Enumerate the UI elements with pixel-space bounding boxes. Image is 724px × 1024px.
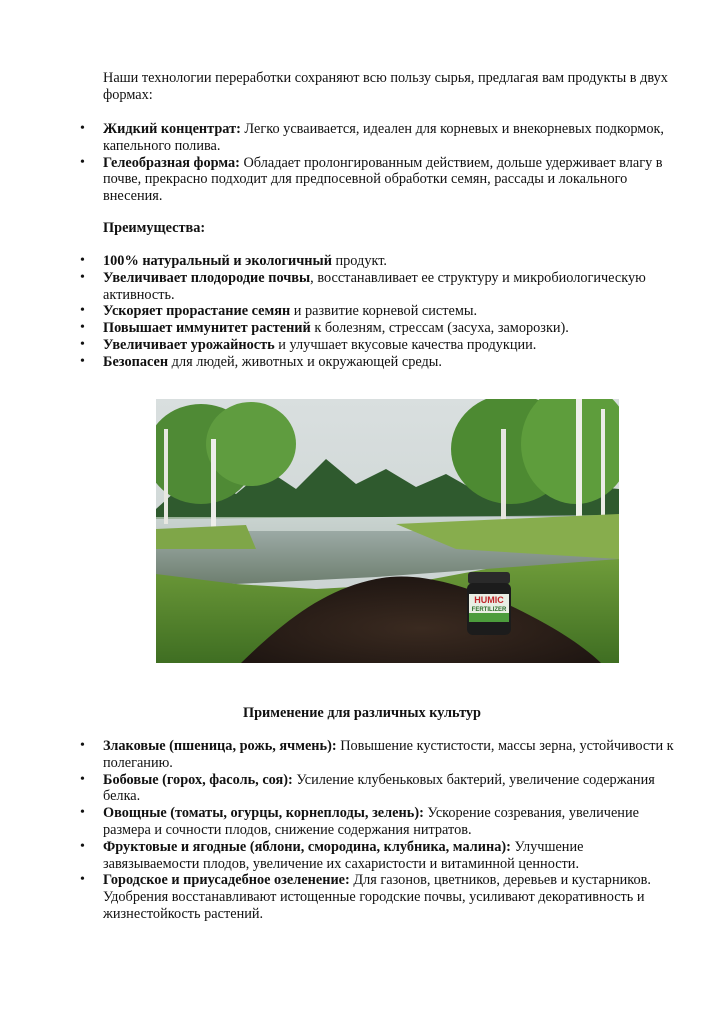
bullet-icon: • <box>80 269 85 285</box>
list-item <box>0 354 677 371</box>
item-bold: 100% натуральный и экологичный <box>103 253 332 269</box>
item-bold: Жидкий концентрат: <box>103 121 241 137</box>
list-item <box>0 303 677 320</box>
item-text: Легко усваивается, идеален для корневых и внекорневых подкормок, капельного полива. <box>103 121 664 154</box>
crops-list <box>0 738 724 923</box>
bullet-icon: • <box>80 738 85 753</box>
bullet-icon: • <box>80 303 85 319</box>
item-text: Улучшение завязываемости плодов, увеличение их сахаристости и витаминной ценности. <box>103 838 584 872</box>
intro-paragraph: Наши технологии переработки сохраняют всю пользу сырья, предлагая вам продукты в двух формах: <box>103 70 668 103</box>
item-text: Усиление клубеньковых бактерий, увеличение содержания белка. <box>103 771 655 805</box>
bullet-icon: • <box>80 253 85 268</box>
item-bold: Увеличивает плодородие почвы <box>103 269 311 286</box>
bullet-icon: • <box>80 154 85 170</box>
application-heading: Применение для различных культур <box>242 705 482 721</box>
bullet-icon: • <box>80 121 85 136</box>
photo-illustration <box>156 399 619 663</box>
bullet-icon: • <box>80 353 85 369</box>
item-bold: Злаковые (пшеница, рожь, ячмень): <box>103 738 337 754</box>
list-item <box>0 253 677 270</box>
bullet-icon: • <box>80 805 85 821</box>
item-text: продукт. <box>331 253 387 269</box>
item-text: для людей, животных и окружающей среды. <box>168 353 442 370</box>
item-text: к болезням, стрессам (засуха, заморозки). <box>310 320 569 337</box>
item-bold: Овощные (томаты, огурцы, корнеплоды, зелень): <box>103 805 424 822</box>
bullet-icon: • <box>80 872 85 888</box>
list-item <box>0 772 677 806</box>
bullet-icon: • <box>80 320 85 336</box>
list-item <box>0 155 677 205</box>
list-item <box>0 337 677 354</box>
jar-label-line2: FERTILIZER <box>471 607 507 613</box>
item-bold: Повышает иммунитет растений <box>103 320 311 337</box>
lake-fertilizer-photo <box>156 399 619 663</box>
item-text: , восстанавливает ее структуру и микробиологическую активность. <box>103 269 646 303</box>
jar-label-line1: HUMIC <box>474 595 504 605</box>
list-item <box>0 839 677 873</box>
item-bold: Безопасен <box>103 353 169 370</box>
fertilizer-jar <box>467 572 511 635</box>
advantages-list <box>0 253 724 371</box>
item-bold: Городское и приусадебное озеленение: <box>103 872 350 889</box>
bullet-icon: • <box>80 838 85 854</box>
item-bold: Бобовые (горох, фасоль, соя): <box>103 771 293 788</box>
bullet-icon: • <box>80 336 85 352</box>
list-item <box>0 738 677 772</box>
list-item <box>0 872 677 922</box>
item-text: Ускорение созревания, увеличение размера и сочности плодов, снижение содержания нитратов. <box>103 805 639 838</box>
item-text: Повышение кустистости, массы зерна, устойчивости к полеганию. <box>103 738 674 771</box>
item-text: и развитие корневой системы. <box>290 303 478 320</box>
forms-list <box>0 121 724 205</box>
item-text: Для газонов, цветников, деревьев и кустарников. Удобрения восстанавливают истощенные городские почвы, усиливают декоративность и жизнестойкость растений. <box>103 872 651 922</box>
list-item <box>0 320 677 337</box>
item-bold: Гелеобразная форма: <box>103 154 240 171</box>
bullet-icon: • <box>80 771 85 787</box>
item-bold: Фруктовые и ягодные (яблони, смородина, клубника, малина): <box>103 838 511 855</box>
item-bold: Увеличивает урожайность <box>103 336 275 353</box>
list-item <box>0 805 677 839</box>
item-bold: Ускоряет прорастание семян <box>103 303 291 320</box>
item-text: и улучшает вкусовые качества продукции. <box>274 336 537 353</box>
list-item <box>0 270 677 304</box>
advantages-heading: Преимущества: <box>103 220 206 236</box>
item-text: Обладает пролонгированным действием, дольше удерживает влагу в почве, прекрасно подходит для предпосевной обработки семян, рассады и локального внесения. <box>103 154 663 205</box>
list-item <box>0 121 677 155</box>
